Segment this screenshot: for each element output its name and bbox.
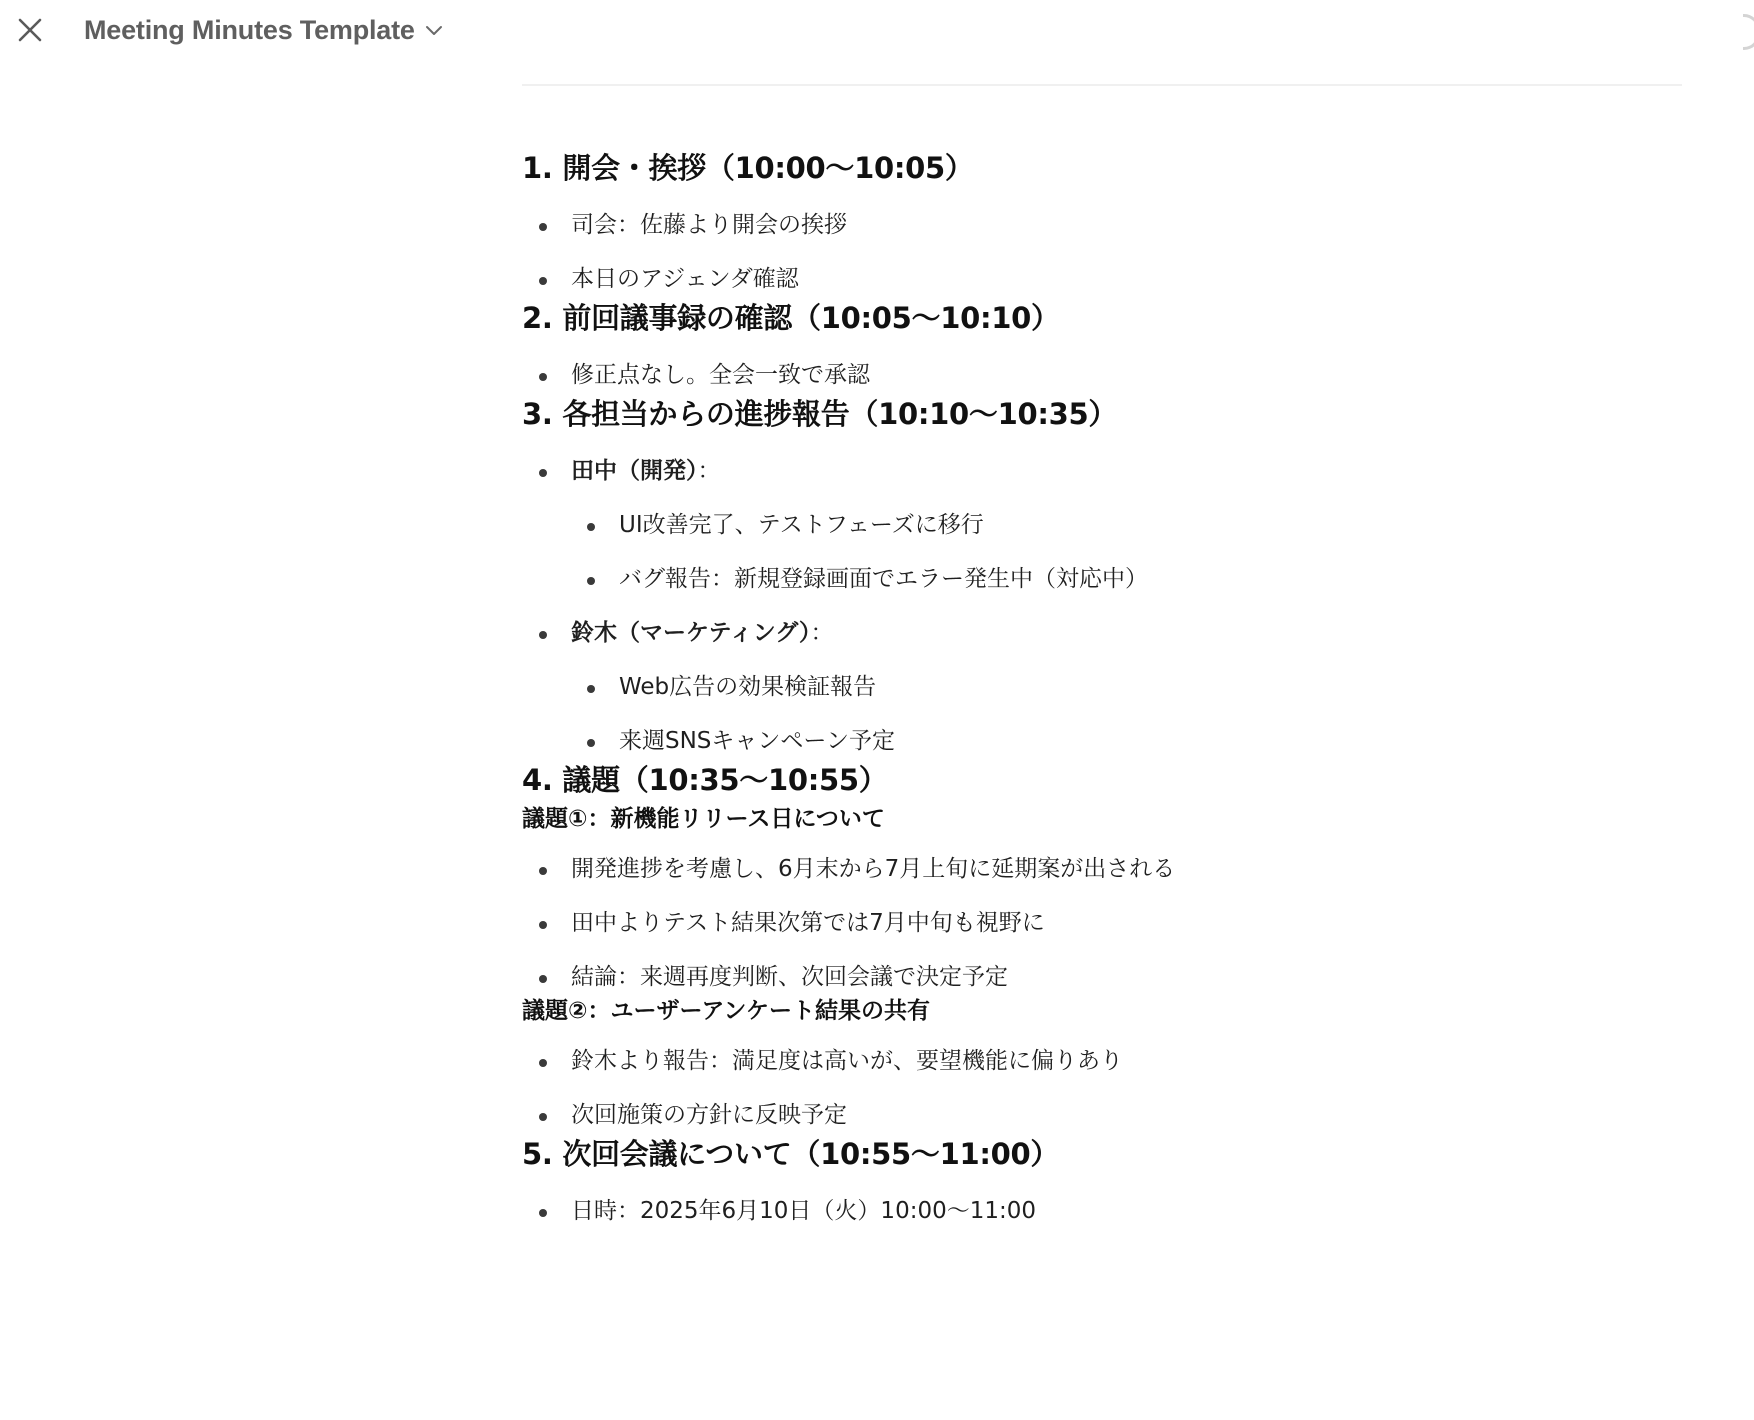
section-heading-next-meeting: 5. 次回会議について（10:55〜11:00） [522,1137,1060,1171]
list-item: 鈴木より報告：満足度は高いが、要望機能に偏りあり [522,1044,1682,1078]
document-title-dropdown[interactable] [84,12,443,48]
bullet-list [522,454,1682,488]
document-title: Meeting Minutes Template [84,14,415,45]
list-item: UI改善完了、テストフェーズに移行 [522,508,1682,542]
list-item: 司会：佐藤より開会の挨拶 [522,208,1682,242]
bullet-list [522,1044,1682,1132]
list-item: 修正点なし。全会一致で承認 [522,358,1682,392]
list-item: 次回施策の方針に反映予定 [522,1098,1682,1132]
close-icon [17,17,43,43]
bullet-list [522,616,1682,650]
bullet-list [522,852,1682,994]
group-label: 田中（開発） [571,458,698,484]
bullet-list [522,208,1682,296]
topic-heading: 議題①：新機能リリース日について [522,806,885,832]
bullet-list [522,1194,1682,1228]
section-heading-previous-minutes: 2. 前回議事録の確認（10:05〜10:10） [522,301,1060,335]
top-bar [0,0,1754,62]
topic-heading: 議題②：ユーザーアンケート結果の共有 [522,998,930,1024]
list-item: バグ報告：新規登録画面でエラー発生中（対応中） [522,562,1682,596]
group-label: 鈴木（マーケティング） [571,620,811,646]
group-label-suffix: ： [697,458,721,484]
section-heading-agenda: 4. 議題（10:35〜10:55） [522,763,888,797]
group-label-suffix: ： [810,620,834,646]
nested-bullet-list [522,508,1682,596]
list-item: 来週SNSキャンペーン予定 [522,724,1682,758]
close-button[interactable] [12,12,48,48]
loading-indicator [1743,14,1754,50]
divider [522,84,1682,86]
list-item: 日時：2025年6月10日（火）10:00〜11:00 [522,1194,1682,1228]
list-item-group-label [522,616,1682,650]
list-item: 結論：来週再度判断、次回会議で決定予定 [522,960,1682,994]
list-item: 本日のアジェンダ確認 [522,262,1682,296]
bullet-list [522,358,1682,392]
list-item: 開発進捗を考慮し、6月末から7月上旬に延期案が出される [522,852,1682,886]
list-item: 田中よりテスト結果次第では7月中旬も視野に [522,906,1682,940]
chevron-down-icon [425,24,443,36]
list-item: Web広告の効果検証報告 [522,670,1682,704]
list-item-group-label [522,454,1682,488]
nested-bullet-list [522,670,1682,758]
section-heading-opening: 1. 開会・挨拶（10:00〜10:05） [522,151,974,185]
document-body [522,84,1682,1228]
section-heading-progress-reports: 3. 各担当からの進捗報告（10:10〜10:35） [522,397,1118,431]
